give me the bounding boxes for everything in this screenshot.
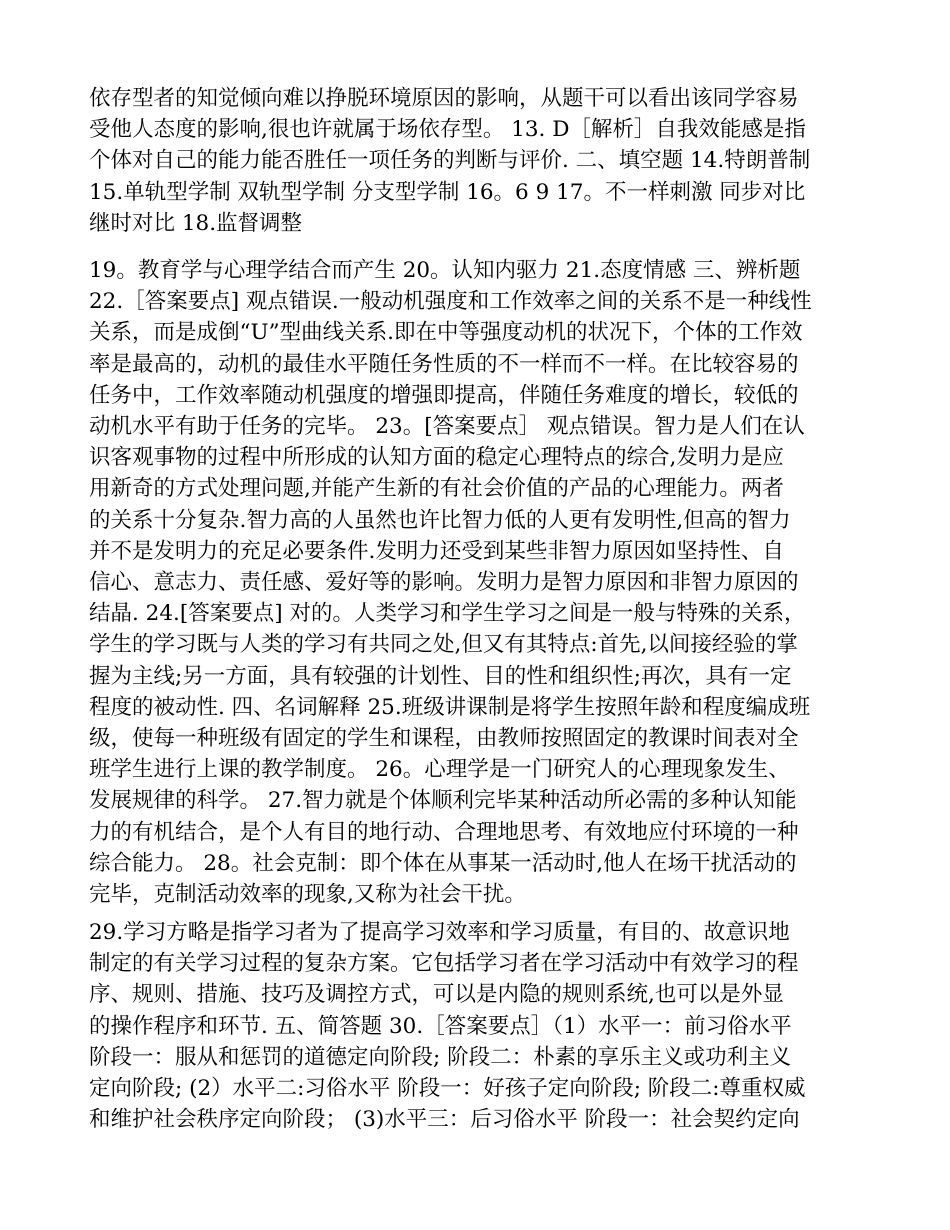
- text-line: 识客观事物的过程中所形成的认知方面的稳定心理特点的综合,发明力是应: [89, 445, 784, 471]
- paragraph-answers-29-30: [89, 917, 861, 1135]
- text-line: 并不是发明力的充足必要条件.发明力还受到某些非智力原因如坚持性、自: [89, 538, 784, 564]
- text-line: 29.学习方略是指学习者为了提高学习效率和学习质量，有目的、故意识地: [89, 920, 790, 945]
- text-line: 个体对自己的能力能否胜任一项任务的判断与评价. 二、填空题 14.特朗普制: [89, 148, 811, 174]
- text-line: 级，使每一种班级有固定的学生和课程，由教师按照固定的教课时间表对全: [89, 726, 799, 752]
- paragraph-answers-19-28: [89, 255, 861, 910]
- text-line: 受他人态度的影响,很也许就属于场依存型。 13. D［解析］自我效能感是指: [89, 117, 806, 143]
- text-line: 班学生进行上课的教学制度。 26。心理学是一门研究人的心理现象发生、: [89, 757, 790, 783]
- text-line: 的关系十分复杂.智力高的人虽然也许比智力低的人更有发明性,但高的智力: [89, 507, 791, 533]
- paragraph-answers-13-18: [89, 83, 861, 239]
- text-line: 22.［答案要点] 观点错误.一般动机强度和工作效率之间的关系不是一种线性: [89, 289, 812, 315]
- text-line: 率是最高的，动机的最佳水平随任务性质的不一样而不一样。在比较容易的: [89, 351, 799, 377]
- text-line: 阶段一：服从和惩罚的道德定向阶段; 阶段二：朴素的享乐主义或功利主义: [89, 1044, 792, 1070]
- text-line: 任务中，工作效率随动机强度的增强即提高，伴随任务难度的增长，较低的: [89, 382, 799, 408]
- text-line: 的操作程序和环节. 五、简答题 30.［答案要点］（1）水平一：前习俗水平: [89, 1013, 792, 1039]
- text-line: 程度的被动性. 四、名词解释 25.班级讲课制是将学生按照年龄和程度编成班: [89, 694, 811, 720]
- text-line: 15.单轨型学制 双轨型学制 分支型学制 16。6 9 17。不一样刺激 同步对比: [89, 179, 806, 205]
- text-line: 继时对比 18.监督调整: [89, 210, 303, 236]
- text-line: 完毕，克制活动效率的现象,又称为社会干扰。: [89, 882, 526, 908]
- text-line: 综合能力。 28。社会克制：即个体在从事某一活动时,他人在场干扰活动的: [89, 850, 797, 876]
- text-line: 结晶. 24.[答案要点] 对的。人类学习和学生学习之间是一般与特殊的关系，: [89, 601, 806, 627]
- text-line: 信心、意志力、责任感、爱好等的影响。发明力是智力原因和非智力原因的: [89, 570, 799, 596]
- text-line: 关系，而是成倒“U”型曲线关系.即在中等强度动机的状况下，个体的工作效: [89, 320, 803, 346]
- text-line: 握为主线;另一方面，具有较强的计划性、目的性和组织性;再次，具有一定: [89, 663, 792, 689]
- text-line: 和维护社会秩序定向阶段； (3)水平三：后习俗水平 阶段一：社会契约定向: [89, 1107, 800, 1133]
- text-line: 力的有机结合，是个人有目的地行动、合理地思考、有效地应付环境的一种: [89, 819, 799, 845]
- text-line: 19。教育学与心理学结合而产生 20。认知内驱力 21.态度情感 三、辨析题: [89, 258, 801, 283]
- text-line: 学生的学习既与人类的学习有共同之处,但又有其特点:首先,以间接经验的掌: [89, 632, 798, 658]
- text-line: 制定的有关学习过程的复杂方案。它包括学习者在学习活动中有效学习的程: [89, 951, 799, 977]
- text-line: 用新奇的方式处理问题,并能产生新的有社会价值的产品的心理能力。两者: [89, 476, 784, 502]
- text-line: 序、规则、措施、技巧及调控方式，可以是内隐的规则系统,也可以是外显: [89, 982, 784, 1008]
- text-line: 发展规律的科学。 27.智力就是个体顺利完毕某种活动所必需的多种认知能: [89, 788, 797, 814]
- text-line: 定向阶段; (2）水平二:习俗水平 阶段一：好孩子定向阶段; 阶段二:尊重权威: [89, 1076, 806, 1102]
- text-line: 动机水平有助于任务的完毕。 23。[答案要点］ 观点错误。智力是人们在认: [89, 414, 805, 440]
- text-line: 依存型者的知觉倾向难以挣脱环境原因的影响，从题干可以看出该同学容易: [89, 86, 799, 111]
